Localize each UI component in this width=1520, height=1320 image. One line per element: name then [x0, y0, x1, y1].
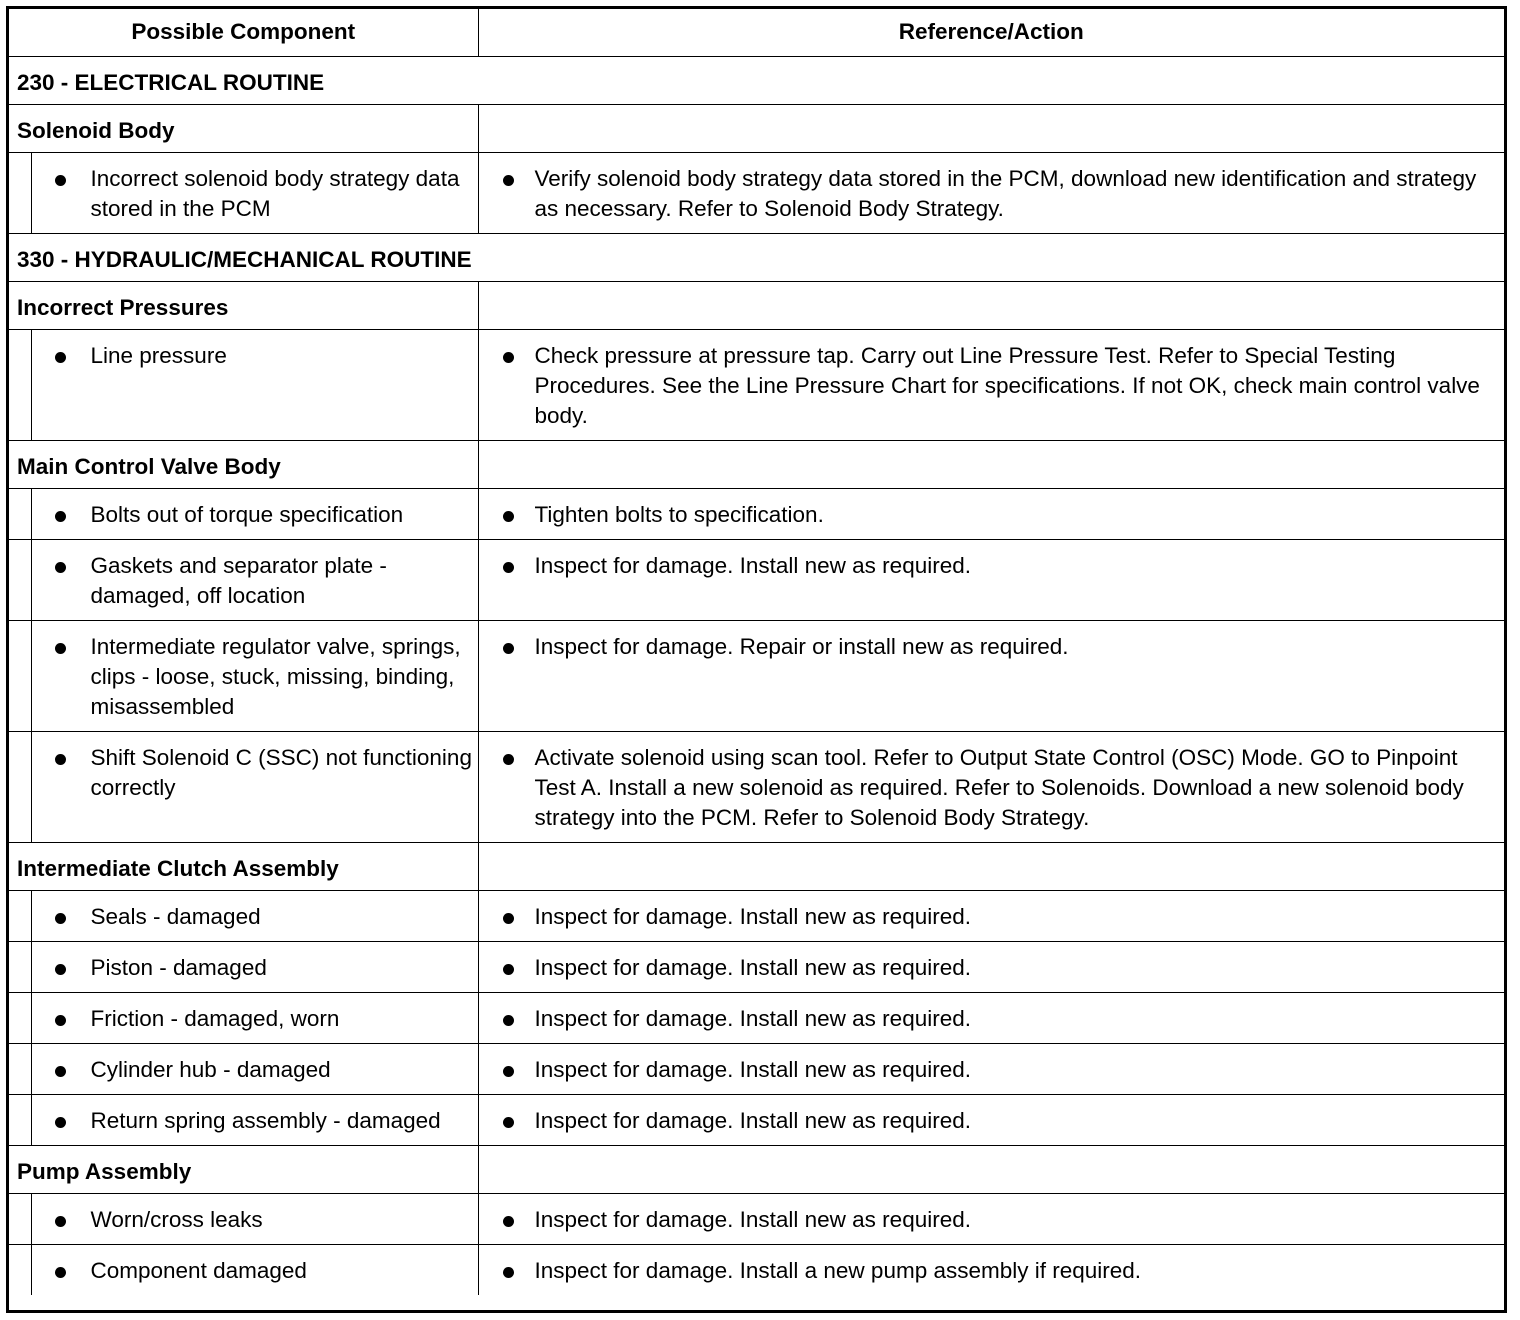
component-cell	[31, 890, 478, 941]
component-cell	[31, 620, 478, 731]
component-bullet-item	[32, 953, 478, 983]
table-row	[9, 1094, 1504, 1145]
component-cell	[31, 1043, 478, 1094]
table-header-row	[9, 9, 1504, 56]
bullet-dot-icon	[503, 175, 514, 186]
table-row	[9, 1043, 1504, 1094]
bullet-dot-icon	[55, 964, 66, 975]
bullet-dot-icon	[55, 1216, 66, 1227]
table-row	[9, 488, 1504, 539]
group-action-empty-cell	[478, 440, 1504, 488]
indent-cell	[9, 152, 31, 233]
bullet-dot-icon	[55, 352, 66, 363]
component-text: Friction - damaged, worn	[90, 1005, 340, 1031]
group-row	[9, 440, 1504, 488]
table-row	[9, 731, 1504, 842]
action-bullet-item	[479, 1256, 1505, 1286]
component-cell	[31, 1094, 478, 1145]
component-text: Seals - damaged	[90, 903, 261, 929]
component-text: Piston - damaged	[90, 954, 267, 980]
component-bullet-item	[32, 1004, 478, 1034]
bullet-dot-icon	[503, 1066, 514, 1077]
group-label: Incorrect Pressures	[9, 281, 478, 329]
bullet-dot-icon	[503, 1117, 514, 1128]
action-text: Inspect for damage. Install new as required.	[534, 903, 971, 929]
action-text: Inspect for damage. Install new as required.	[534, 552, 971, 578]
action-bullet-item	[479, 743, 1505, 833]
action-bullet-item	[479, 500, 1505, 530]
action-bullet-item	[479, 1055, 1505, 1085]
indent-cell	[9, 731, 31, 842]
group-row	[9, 1145, 1504, 1193]
bullet-dot-icon	[55, 1267, 66, 1278]
component-cell	[31, 731, 478, 842]
table-row	[9, 941, 1504, 992]
indent-cell	[9, 1244, 31, 1295]
component-cell	[31, 992, 478, 1043]
indent-cell	[9, 1094, 31, 1145]
group-label: Intermediate Clutch Assembly	[9, 842, 478, 890]
component-bullet-item	[32, 500, 478, 530]
bullet-dot-icon	[55, 913, 66, 924]
table-row	[9, 1244, 1504, 1295]
component-bullet-item	[32, 1106, 478, 1136]
group-action-empty-cell	[478, 281, 1504, 329]
bullet-dot-icon	[55, 1015, 66, 1026]
component-cell	[31, 1193, 478, 1244]
action-bullet-item	[479, 341, 1505, 431]
action-bullet-item	[479, 164, 1505, 224]
bullet-dot-icon	[503, 754, 514, 765]
component-bullet-item	[32, 341, 478, 371]
component-text: Line pressure	[90, 342, 227, 368]
action-bullet-item	[479, 632, 1505, 662]
group-row	[9, 281, 1504, 329]
component-bullet-item	[32, 1055, 478, 1085]
component-cell	[31, 539, 478, 620]
action-cell	[478, 329, 1504, 440]
action-cell	[478, 152, 1504, 233]
indent-cell	[9, 890, 31, 941]
section-title: 230 - ELECTRICAL ROUTINE	[9, 56, 1504, 104]
action-text: Inspect for damage. Repair or install new as required.	[534, 633, 1069, 659]
group-row	[9, 104, 1504, 152]
header-possible-component: Possible Component	[9, 9, 478, 56]
table-row	[9, 539, 1504, 620]
group-action-empty-cell	[478, 104, 1504, 152]
indent-cell	[9, 1043, 31, 1094]
component-cell	[31, 152, 478, 233]
table-row	[9, 152, 1504, 233]
group-label: Solenoid Body	[9, 104, 478, 152]
action-text: Check pressure at pressure tap. Carry out Line Pressure Test. Refer to Special Testing Procedures. See the Line Pressure Chart for specifications. If not OK, check main control valve body.	[534, 342, 1480, 428]
component-cell	[31, 329, 478, 440]
action-text: Inspect for damage. Install new as required.	[534, 1056, 971, 1082]
bullet-dot-icon	[503, 562, 514, 573]
action-cell	[478, 890, 1504, 941]
action-cell	[478, 941, 1504, 992]
group-label: Main Control Valve Body	[9, 440, 478, 488]
component-text: Bolts out of torque specification	[90, 501, 404, 527]
action-cell	[478, 1043, 1504, 1094]
action-cell	[478, 1244, 1504, 1295]
action-bullet-item	[479, 551, 1505, 581]
component-cell	[31, 941, 478, 992]
group-action-empty-cell	[478, 1145, 1504, 1193]
action-cell	[478, 1193, 1504, 1244]
action-text: Verify solenoid body strategy data stored in the PCM, download new identification and strategy as necessary. Refer to Solenoid Body Strategy.	[534, 165, 1477, 221]
table-row	[9, 620, 1504, 731]
bullet-dot-icon	[503, 1267, 514, 1278]
action-bullet-item	[479, 1106, 1505, 1136]
action-bullet-item	[479, 1004, 1505, 1034]
action-cell	[478, 992, 1504, 1043]
action-text: Inspect for damage. Install new as required.	[534, 1107, 971, 1133]
section-title: 330 - HYDRAULIC/MECHANICAL ROUTINE	[9, 233, 1504, 281]
action-cell	[478, 731, 1504, 842]
bullet-dot-icon	[55, 1066, 66, 1077]
component-cell	[31, 488, 478, 539]
action-cell	[478, 539, 1504, 620]
bullet-dot-icon	[503, 1015, 514, 1026]
header-reference-action: Reference/Action	[478, 9, 1504, 56]
bullet-dot-icon	[503, 913, 514, 924]
table-row	[9, 1193, 1504, 1244]
bullet-dot-icon	[503, 352, 514, 363]
component-bullet-item	[32, 1256, 478, 1286]
group-label: Pump Assembly	[9, 1145, 478, 1193]
section-row	[9, 56, 1504, 104]
action-text: Tighten bolts to specification.	[534, 501, 824, 527]
component-text: Worn/cross leaks	[90, 1206, 263, 1232]
indent-cell	[9, 941, 31, 992]
component-text: Return spring assembly - damaged	[90, 1107, 441, 1133]
component-cell	[31, 1244, 478, 1295]
action-cell	[478, 620, 1504, 731]
component-bullet-item	[32, 743, 478, 803]
table-row	[9, 890, 1504, 941]
indent-cell	[9, 992, 31, 1043]
action-bullet-item	[479, 953, 1505, 983]
component-text: Incorrect solenoid body strategy data stored in the PCM	[90, 165, 460, 221]
bullet-dot-icon	[55, 1117, 66, 1128]
diagnostic-table-page	[6, 6, 1507, 1313]
action-text: Inspect for damage. Install a new pump assembly if required.	[534, 1257, 1142, 1283]
component-bullet-item	[32, 164, 478, 224]
group-row	[9, 842, 1504, 890]
group-action-empty-cell	[478, 842, 1504, 890]
bullet-dot-icon	[503, 643, 514, 654]
indent-cell	[9, 539, 31, 620]
bullet-dot-icon	[503, 964, 514, 975]
section-row	[9, 233, 1504, 281]
action-cell	[478, 488, 1504, 539]
action-cell	[478, 1094, 1504, 1145]
table-row	[9, 992, 1504, 1043]
action-text: Inspect for damage. Install new as required.	[534, 1206, 971, 1232]
bullet-dot-icon	[55, 754, 66, 765]
bullet-dot-icon	[503, 1216, 514, 1227]
component-text: Shift Solenoid C (SSC) not functioning correctly	[90, 744, 472, 800]
action-text: Inspect for damage. Install new as required.	[534, 954, 971, 980]
indent-cell	[9, 488, 31, 539]
component-text: Component damaged	[90, 1257, 307, 1283]
bullet-dot-icon	[55, 175, 66, 186]
component-text: Cylinder hub - damaged	[90, 1056, 331, 1082]
component-text: Intermediate regulator valve, springs, clips - loose, stuck, missing, binding, misassembled	[90, 633, 461, 719]
indent-cell	[9, 329, 31, 440]
bullet-dot-icon	[55, 511, 66, 522]
bullet-dot-icon	[55, 562, 66, 573]
indent-cell	[9, 620, 31, 731]
component-bullet-item	[32, 1205, 478, 1235]
component-bullet-item	[32, 551, 478, 611]
action-text: Activate solenoid using scan tool. Refer to Output State Control (OSC) Mode. GO to Pinpoint Test A. Install a new solenoid as required. Refer to Solenoids. Download a new solenoid body strategy into the PCM. Refer to Solenoid Body Strategy.	[534, 744, 1464, 830]
table-row	[9, 329, 1504, 440]
component-bullet-item	[32, 902, 478, 932]
diagnostic-table	[9, 9, 1504, 1295]
component-text: Gaskets and separator plate - damaged, off location	[90, 552, 387, 608]
indent-cell	[9, 1193, 31, 1244]
bullet-dot-icon	[55, 643, 66, 654]
action-bullet-item	[479, 902, 1505, 932]
action-bullet-item	[479, 1205, 1505, 1235]
bullet-dot-icon	[503, 511, 514, 522]
action-text: Inspect for damage. Install new as required.	[534, 1005, 971, 1031]
component-bullet-item	[32, 632, 478, 722]
